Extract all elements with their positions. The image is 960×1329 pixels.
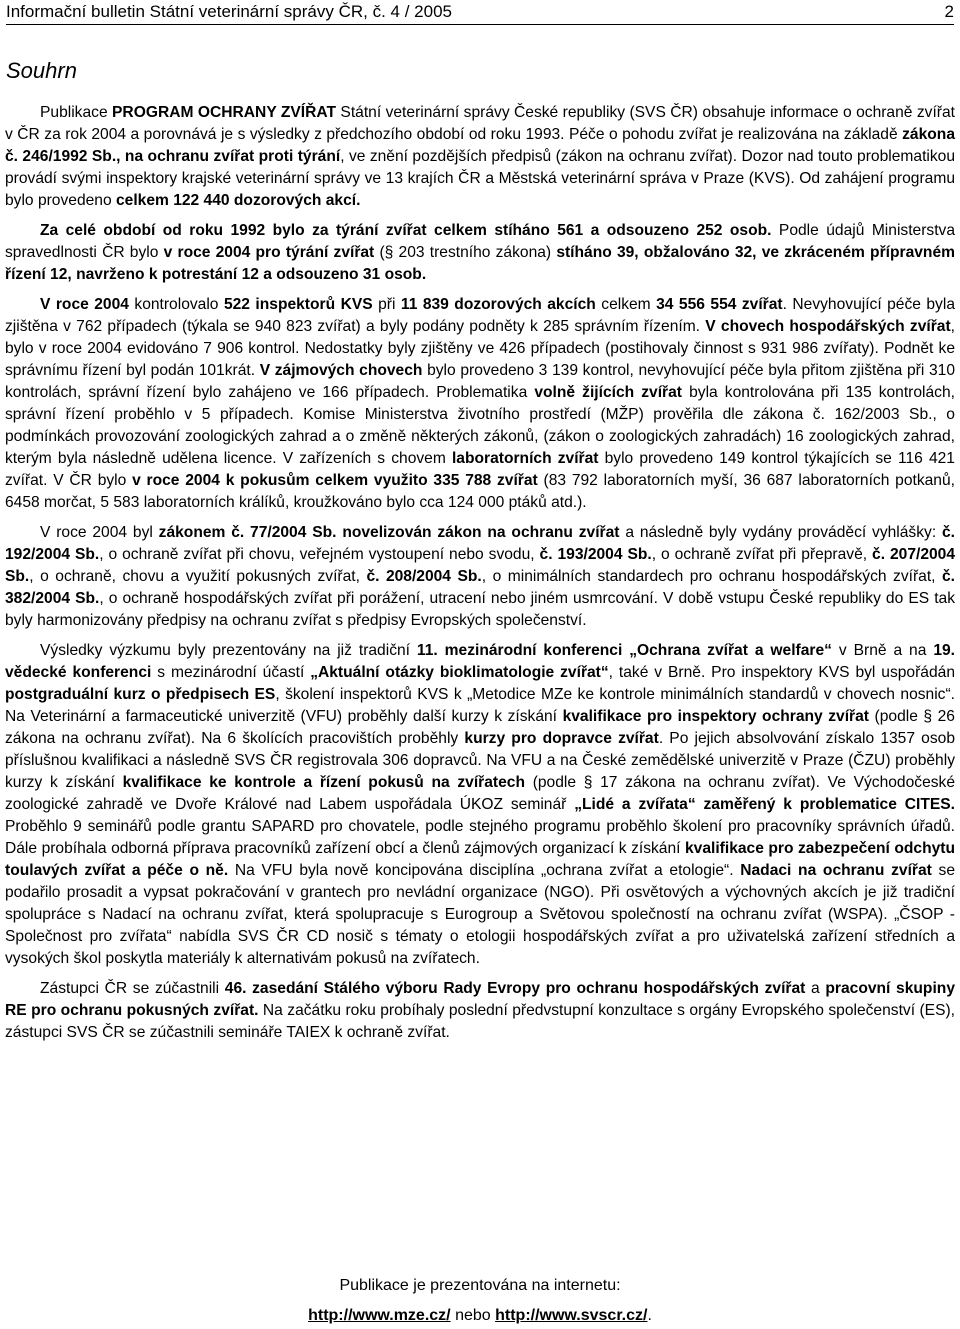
paragraph-intro: Publikace PROGRAM OCHRANY ZVÍŘAT Státní veterinární správy České republiky (SVS ČR) obsahuje informace o ochraně zvířat v ČR za rok 2004 a porovnává je s výsledky z předchozího období od roku 1993. Péče o pohodu zvířat je realizována na základě zákona č. 246/1992 Sb., na ochranu zvířat proti týrání, ve znění pozdějších předpisů (zákon na ochranu zvířat). Dozor nad touto problematikou provádí svými inspektory krajské veterinární správy ve 13 krajích ČR a Městská veterinární správa v Praze (KVS). Od zahájení programu bylo provedeno celkem 122 440 dozorových akcí.: [5, 104, 956, 209]
paragraph-legislation: V roce 2004 byl zákonem č. 77/2004 Sb. novelizován zákon na ochranu zvířat a následně byly vydány prováděcí vyhlášky: č. 192/2004 Sb., o ochraně zvířat při chovu, veřejném vystoupení nebo svodu, č. 193/2004 Sb., o ochraně zvířat při přepravě, č. 207/2004 Sb., o ochraně, chovu a využití pokusných zvířat, č. 208/2004 Sb., o minimálních standardech pro ochranu hospodářských zvířat, č. 382/2004 Sb., o ochraně hospodářských zvířat při porážení, utracení nebo jiném usmrcování. V době vstupu České republiky do ES tak byly harmonizovány předpisy na ochranu zvířat s předpisy Evropských společenství.: [5, 524, 956, 629]
link-mze[interactable]: http://www.mze.cz/: [308, 1307, 451, 1324]
paragraph-prosecution: Za celé období od roku 1992 bylo za týrání zvířat celkem stíháno 561 a odsouzeno 252 osob. Podle údajů Ministerstva spravedlnosti ČR bylo v roce 2004 pro týrání zvířat (§ 203 trestního zákona) stíháno 39, obžalováno 32, ve zkráceném přípravném řízení 12, navrženo k potrestání 12 a odsouzeno 31 osob.: [5, 222, 955, 283]
link-svscr[interactable]: http://www.svscr.cz/: [495, 1307, 648, 1324]
page-footer: [0, 1275, 960, 1327]
bulletin-title: Informační bulletin Státní veterinární správy ČR, č. 4 / 2005: [6, 2, 452, 21]
section-heading: Souhrn: [6, 58, 77, 83]
page-header: [6, 0, 954, 25]
paragraph-inspections: V roce 2004 kontrolovalo 522 inspektorů KVS při 11 839 dozorových akcích celkem 34 556 554 zvířat. Nevyhovující péče byla zjištěna v 762 případech (týkala se 940 823 zvířat) a byly podány podněty k 285 správním řízením. V chovech hospodářských zvířat, bylo v roce 2004 evidováno 7 906 kontrol. Nedostatky byly zjištěny ve 426 případech (postihovaly činnost s 931 986 zvířaty). Podnět ke správnímu řízení byl podán 101krát. V zájmových chovech bylo provedeno 3 139 kontrol, nevyhovující péče byla přitom zjištěna při 310 kontrolách, správní řízení bylo zahájeno ve 166 případech. Problematika volně žijících zvířat byla kontrolována při 135 kontrolách, správní řízení proběhlo v 5 případech. Komise Ministerstva životního prostředí (MŽP) prověřila dle zákona č. 162/2003 Sb., o podmínkách provozování zoologických zahrad a o změně některých zákonů, (zákon o zoologických zahradách) 16 zoologických zahrad, kterým byla následně udělena licence. V zařízeních s chovem laboratorních zvířat bylo provedeno 149 kontrol týkajících se 116 421 zvířat. V ČR bylo v roce 2004 k pokusům celkem využito 335 788 zvířat (83 792 laboratorních myší, 36 687 laboratorních potkanů, 6458 morčat, 5 583 laboratorních králíků, kroužkováno bylo cca 124 000 ptáků atd.).: [5, 296, 956, 511]
footer-links: http://www.mze.cz/ nebo http://www.svscr.cz/.: [308, 1307, 652, 1324]
paragraph-research: Výsledky výzkumu byly prezentovány na již tradiční 11. mezinárodní konferenci „Ochrana zvířat a welfare“ v Brně a na 19. vědecké konferenci s mezinárodní účastí „Aktuální otázky bioklimatologie zvířat“, také v Brně. Pro inspektory KVS byl uspořádán postgraduální kurz o předpisech ES, školení inspektorů KVS k „Metodice MZe ke kontrole minimálních standardů v chovech nosnic“. Na Veterinární a farmaceutické univerzitě (VFU) proběhly další kurzy k získání kvalifikace pro inspektory ochrany zvířat (podle § 26 zákona na ochranu zvířat). Na 6 školících pracovištích proběhly kurzy pro dopravce zvířat. Po jejich absolvování získalo 1357 osob příslušnou kvalifikaci a následně SVS ČR registrovala 306 dopravců. Na VFU a na České zemědělské univerzitě v Praze (ČZU) proběhly kurzy k získání kvalifikace ke kontrole a řízení pokusů na zvířatech (podle § 17 zákona na ochranu zvířat). Ve Východočeské zoologické zahradě ve Dvoře Králové nad Labem uspořádala ÚKOZ seminář „Lidé a zvířata“ zaměřený k problematice CITES. Proběhlo 9 seminářů podle grantu SAPARD pro chovatele, podle stejného programu proběhlo školení pro pracovníky správních úřadů. Dále probíhala odborná příprava pracovníků zařízení obcí a členů zájmových organizací k získání kvalifikace pro zabezpečení odchytu toulavých zvířat a péče o ně. Na VFU byla nově koncipována disciplína „ochrana zvířat a etologie“. Nadaci na ochranu zvířat se podařilo prosadit a vypsat pokračování v grantech pro nevládní organizace (NGO). Při osvětových a výchovných akcích je již tradiční spolupráce s Nadací na ochranu zvířat, která spolupracuje s Eurogroup a Světovou společností na ochranu zvířat (WSPA). „ČSOP - Společnost pro zvířata“ nabídla SVS ČR CD nosič s tématy o etologii hospodářských zvířat a pro uživatelská zařízení středních a vysokých škol poskytla materiály k alternativám pokusů na zvířatech.: [5, 642, 956, 967]
document-body: [5, 102, 955, 1052]
page-number: 2: [944, 2, 954, 21]
footer-note: Publikace je prezentována na internetu:: [339, 1277, 621, 1294]
paragraph-international: Zástupci ČR se zúčastnili 46. zasedání Stálého výboru Rady Evropy pro ochranu hospodářských zvířat a pracovní skupiny RE pro ochranu pokusných zvířat. Na začátku roku probíhaly poslední předvstupní konzultace s orgány Evropského společenství (ES), zástupci SVS ČR se zúčastnili semináře TAIEX k ochraně zvířat.: [5, 980, 955, 1041]
